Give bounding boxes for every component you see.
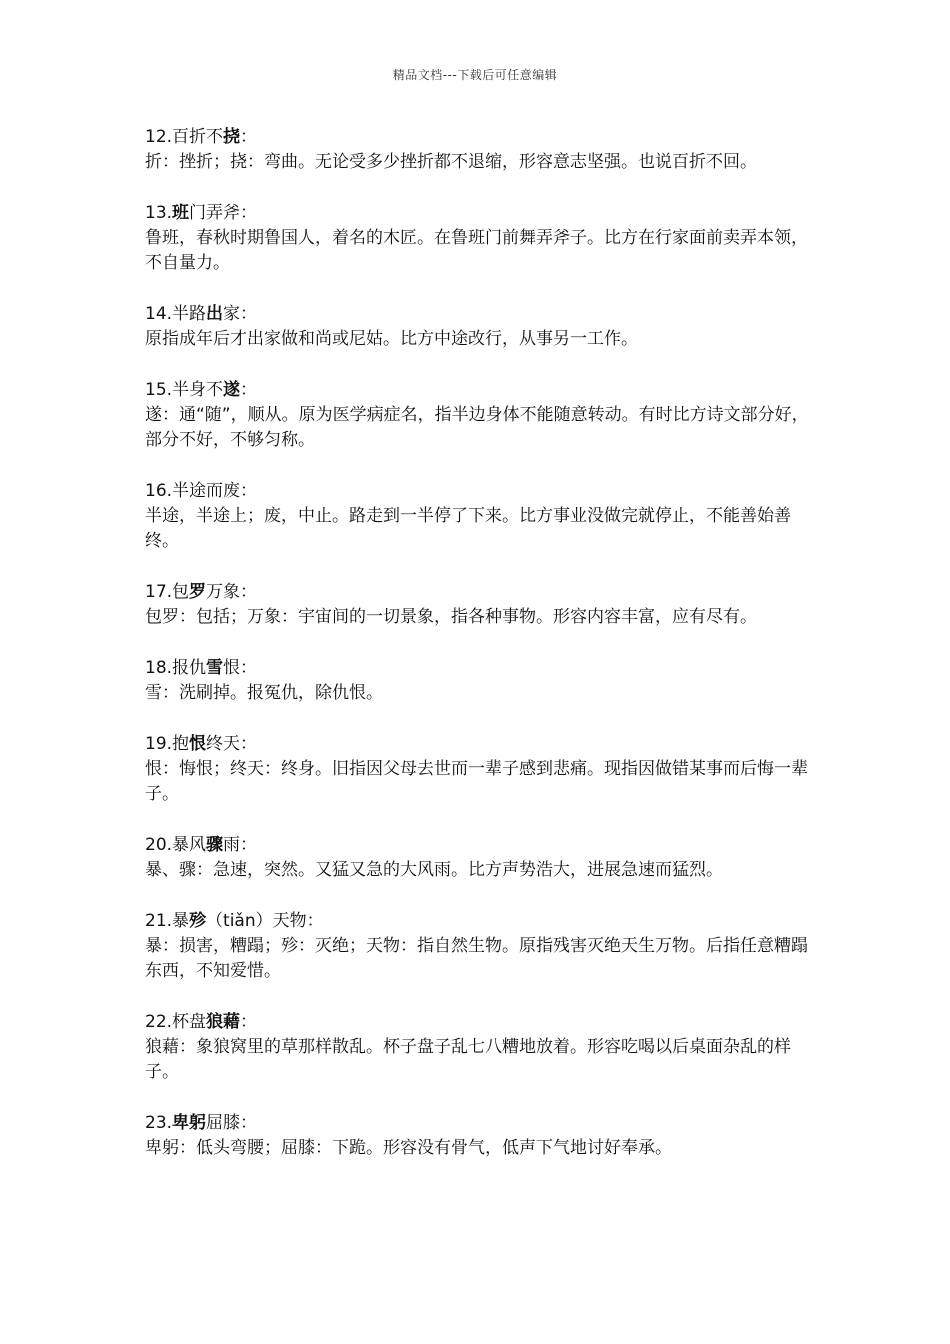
idiom-definition: 卑躬：低头弯腰；屈膝：下跪。形容没有骨气，低声下气地讨好奉承。 <box>145 1138 672 1158</box>
idiom-title <box>145 377 810 403</box>
idiom-list <box>145 124 810 1186</box>
idiom-title-text: 20.暴风 <box>145 835 207 855</box>
idiom-title-text: 家： <box>223 304 258 324</box>
idiom-title <box>145 478 810 504</box>
idiom-title-emphasis: 殄 <box>189 911 207 931</box>
idiom-title-emphasis: 卑躬 <box>172 1113 207 1133</box>
idiom-title <box>145 1110 810 1136</box>
idiom-title-text: 17.包 <box>145 582 190 602</box>
idiom-title-text: 门弄斧： <box>189 203 258 223</box>
idiom-title-emphasis: 挠 <box>223 127 241 147</box>
idiom-title-text: 15.半身不 <box>145 380 224 400</box>
idiom-title <box>145 832 810 858</box>
idiom-entry <box>145 124 810 175</box>
idiom-title-text: 22.杯盘 <box>145 1012 207 1032</box>
idiom-title-emphasis: 恨 <box>189 734 207 754</box>
idiom-title <box>145 301 810 327</box>
idiom-entry <box>145 301 810 352</box>
idiom-title-text: 19.抱 <box>145 734 190 754</box>
idiom-title-text: 14.半路 <box>145 304 207 324</box>
idiom-title-text: 雨： <box>223 835 258 855</box>
idiom-entry <box>145 579 810 630</box>
idiom-title-emphasis: 遂 <box>223 380 241 400</box>
idiom-title-text: 16.半途而废： <box>145 481 258 501</box>
idiom-title <box>145 200 810 226</box>
idiom-entry <box>145 1009 810 1085</box>
idiom-definition: 折：挫折；挠：弯曲。无论受多少挫折都不退缩，形容意志坚强。也说百折不回。 <box>145 152 757 172</box>
idiom-title-text: （tiǎn）天物： <box>206 911 324 931</box>
idiom-title-emphasis: 出 <box>206 304 224 324</box>
idiom-definition: 原指成年后才出家做和尚或尼姑。比方中途改行，从事另一工作。 <box>145 329 638 349</box>
idiom-entry <box>145 731 810 807</box>
idiom-definition: 鲁班，春秋时期鲁国人，着名的木匠。在鲁班门前舞弄斧子。比方在行家面前卖弄本领，不自量力。 <box>145 228 808 273</box>
idiom-entry <box>145 908 810 984</box>
idiom-title-text: 终天： <box>206 734 258 754</box>
idiom-entry <box>145 832 810 883</box>
idiom-title <box>145 124 810 150</box>
idiom-definition: 半途，半途上；废，中止。路走到一半停了下来。比方事业没做完就停止，不能善始善终。 <box>145 506 791 551</box>
idiom-definition: 雪：洗刷掉。报冤仇，除仇恨。 <box>145 683 383 703</box>
idiom-title <box>145 908 810 934</box>
idiom-title-text: 12.百折不 <box>145 127 224 147</box>
idiom-definition: 暴：损害，糟蹋；殄：灭绝；天物：指自然生物。原指残害灭绝天生万物。后指任意糟蹋东西，不知爱惜。 <box>145 936 808 981</box>
idiom-title-text: 21.暴 <box>145 911 190 931</box>
idiom-definition: 狼藉：象狼窝里的草那样散乱。杯子盘子乱七八糟地放着。形容吃喝以后桌面杂乱的样子。 <box>145 1037 791 1082</box>
idiom-title-text: ： <box>240 1012 258 1032</box>
idiom-title-emphasis: 狼藉 <box>206 1012 241 1032</box>
idiom-title-text: 13. <box>145 203 173 223</box>
idiom-entry <box>145 1110 810 1161</box>
idiom-title <box>145 731 810 757</box>
idiom-title-emphasis: 骤 <box>206 835 224 855</box>
idiom-definition: 遂：通“随”，顺从。原为医学病症名，指半边身体不能随意转动。有时比方诗文部分好，部分不好，不够匀称。 <box>145 405 809 450</box>
idiom-entry <box>145 377 810 453</box>
idiom-definition: 包罗：包括；万象：宇宙间的一切景象，指各种事物。形容内容丰富，应有尽有。 <box>145 607 757 627</box>
idiom-title-text: 屈膝： <box>206 1113 258 1133</box>
idiom-title <box>145 1009 810 1035</box>
idiom-title-text: 恨： <box>223 658 258 678</box>
idiom-definition: 暴、骤：急速，突然。又猛又急的大风雨。比方声势浩大，进展急速而猛烈。 <box>145 860 723 880</box>
idiom-title-text: 18.报仇 <box>145 658 207 678</box>
page-header: 精品文档---下载后可任意编辑 <box>392 68 558 82</box>
idiom-title <box>145 579 810 605</box>
idiom-title <box>145 655 810 681</box>
idiom-entry <box>145 655 810 706</box>
idiom-title-text: ： <box>240 127 258 147</box>
idiom-title-emphasis: 罗 <box>189 582 207 602</box>
idiom-title-text: ： <box>240 380 258 400</box>
idiom-title-emphasis: 班 <box>172 203 190 223</box>
idiom-title-text: 23. <box>145 1113 173 1133</box>
idiom-title-text: 万象： <box>206 582 258 602</box>
idiom-title-emphasis: 雪 <box>206 658 224 678</box>
idiom-entry <box>145 478 810 554</box>
idiom-entry <box>145 200 810 276</box>
idiom-definition: 恨：悔恨；终天：终身。旧指因父母去世而一辈子感到悲痛。现指因做错某事而后悔一辈子。 <box>145 759 808 804</box>
